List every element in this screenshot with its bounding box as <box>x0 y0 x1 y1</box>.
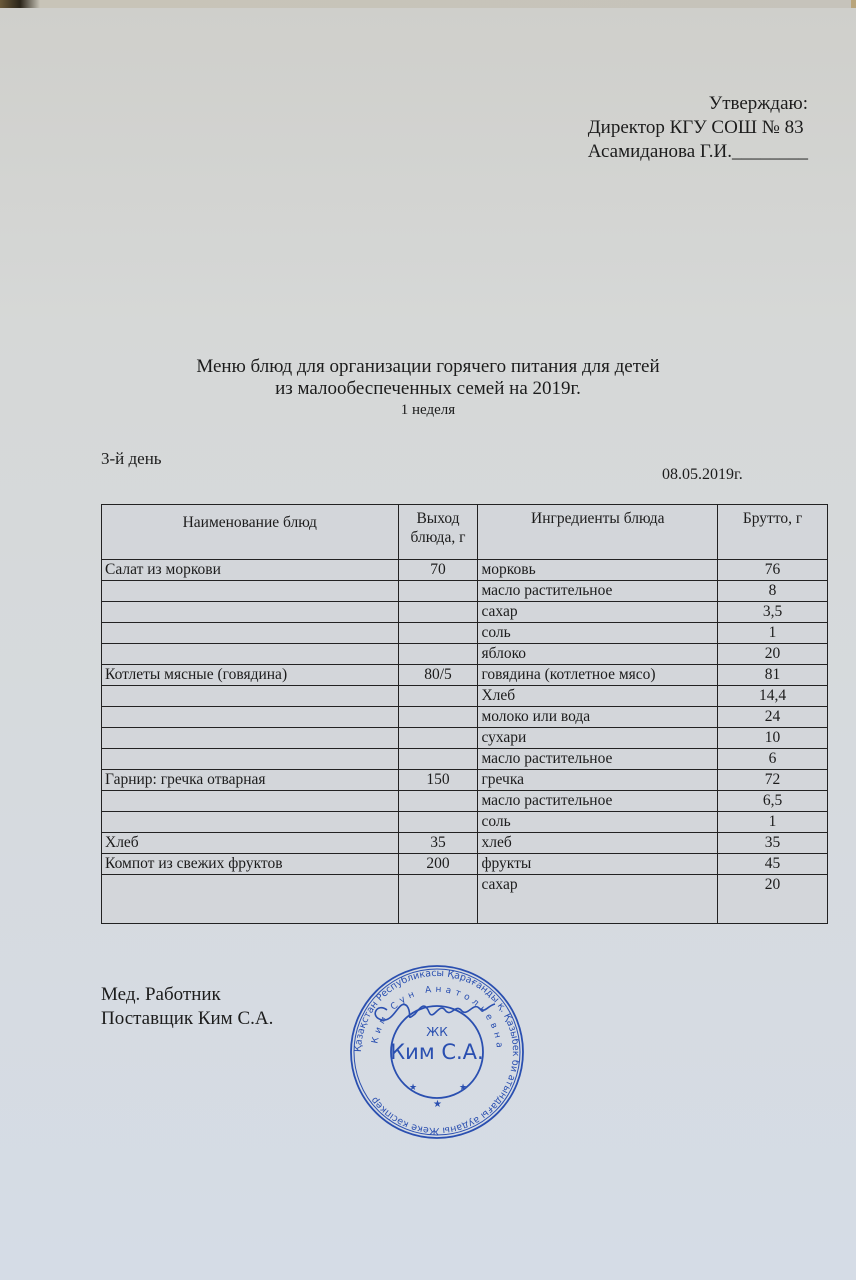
header-dish-name: Наименование блюд <box>102 505 399 560</box>
menu-table <box>101 504 828 924</box>
date-label: 08.05.2019г. <box>662 466 743 483</box>
gross-weight-cell: 10 <box>718 728 828 749</box>
gross-weight-cell: 20 <box>718 644 828 665</box>
yield-cell <box>398 644 478 665</box>
header-gross: Брутто, г <box>718 505 828 560</box>
dish-name-cell <box>102 602 399 623</box>
yield-cell <box>398 623 478 644</box>
official-stamp <box>347 962 527 1142</box>
document-title <box>0 356 856 420</box>
table-row <box>102 581 828 602</box>
yield-cell <box>398 686 478 707</box>
table-row <box>102 875 828 924</box>
stamp-star-icon: ★ <box>409 1082 418 1092</box>
ingredient-cell: морковь <box>478 560 718 581</box>
table-row <box>102 686 828 707</box>
dish-name-cell: Компот из свежих фруктов <box>102 854 399 875</box>
table-row <box>102 791 828 812</box>
gross-weight-cell: 6 <box>718 749 828 770</box>
table-row <box>102 728 828 749</box>
stamp-star-icon: ★ <box>459 1082 468 1092</box>
yield-cell <box>398 728 478 749</box>
yield-cell <box>398 875 478 924</box>
table-row <box>102 707 828 728</box>
supplier-label: Поставщик Ким С.А. <box>101 1008 274 1029</box>
approval-signer: Асамиданова Г.И.________ <box>587 141 808 162</box>
dish-name-cell <box>102 581 399 602</box>
yield-cell <box>398 791 478 812</box>
gross-weight-cell: 6,5 <box>718 791 828 812</box>
gross-weight-cell: 20 <box>718 875 828 924</box>
dish-name-cell <box>102 644 399 665</box>
table-row <box>102 560 828 581</box>
gross-weight-cell: 81 <box>718 665 828 686</box>
ingredient-cell: хлеб <box>478 833 718 854</box>
approval-position: Директор КГУ СОШ № 83 <box>587 117 804 138</box>
table-row <box>102 833 828 854</box>
ingredient-cell: соль <box>478 812 718 833</box>
signatures-block <box>101 983 273 1031</box>
ingredient-cell: молоко или вода <box>478 707 718 728</box>
gross-weight-cell: 45 <box>718 854 828 875</box>
yield-cell <box>398 812 478 833</box>
title-line-1: Меню блюд для организации горячего питания для детей <box>196 356 660 377</box>
gross-weight-cell: 35 <box>718 833 828 854</box>
dish-name-cell: Котлеты мясные (говядина) <box>102 665 399 686</box>
table-row <box>102 623 828 644</box>
ingredient-cell: сахар <box>478 875 718 924</box>
dish-name-cell: Салат из моркови <box>102 560 399 581</box>
ingredient-cell: гречка <box>478 770 718 791</box>
dish-name-cell <box>102 686 399 707</box>
ingredient-cell: яблоко <box>478 644 718 665</box>
ingredient-cell: масло растительное <box>478 749 718 770</box>
dish-name-cell <box>102 791 399 812</box>
week-label: 1 неделя <box>400 402 456 418</box>
stamp-center-name: Ким С.А. <box>390 1040 484 1064</box>
day-label: 3-й день <box>101 449 162 468</box>
table-header-row <box>102 505 828 560</box>
yield-cell: 200 <box>398 854 478 875</box>
header-yield: Выход блюда, г <box>398 505 478 560</box>
yield-cell: 80/5 <box>398 665 478 686</box>
dish-name-cell: Хлеб <box>102 833 399 854</box>
dish-name-cell <box>102 749 399 770</box>
table-row <box>102 770 828 791</box>
ingredient-cell: масло растительное <box>478 791 718 812</box>
photo-background-edge <box>0 0 856 8</box>
ingredient-cell: Хлеб <box>478 686 718 707</box>
table-row <box>102 749 828 770</box>
stamp-outer-text: Қазақстан Республикасы Қарағанды қ. Қазыбек би атындағы ауданы Жеке кәсіпкер <box>352 967 522 1137</box>
gross-weight-cell: 8 <box>718 581 828 602</box>
ingredient-cell: соль <box>478 623 718 644</box>
yield-cell: 70 <box>398 560 478 581</box>
stamp-inner-text: Ким Сун Анатольевна <box>370 984 505 1053</box>
ingredient-cell: говядина (котлетное мясо) <box>478 665 718 686</box>
dish-name-cell: Гарнир: гречка отварная <box>102 770 399 791</box>
approval-block <box>588 92 808 164</box>
dish-name-cell <box>102 875 399 924</box>
gross-weight-cell: 72 <box>718 770 828 791</box>
gross-weight-cell: 3,5 <box>718 602 828 623</box>
gross-weight-cell: 1 <box>718 623 828 644</box>
yield-cell <box>398 707 478 728</box>
yield-cell <box>398 749 478 770</box>
title-line-2: из малообеспеченных семей на 2019г. <box>275 378 581 399</box>
ingredient-cell: сухари <box>478 728 718 749</box>
dish-name-cell <box>102 728 399 749</box>
dish-name-cell <box>102 623 399 644</box>
header-ingredients: Ингредиенты блюда <box>478 505 718 560</box>
gross-weight-cell: 14,4 <box>718 686 828 707</box>
yield-cell <box>398 581 478 602</box>
yield-cell: 35 <box>398 833 478 854</box>
gross-weight-cell: 76 <box>718 560 828 581</box>
med-worker-label: Мед. Работник <box>101 984 221 1005</box>
approval-heading: Утверждаю: <box>708 93 808 114</box>
table-row <box>102 665 828 686</box>
gross-weight-cell: 1 <box>718 812 828 833</box>
ingredient-cell: фрукты <box>478 854 718 875</box>
dish-name-cell <box>102 707 399 728</box>
table-row <box>102 854 828 875</box>
dish-name-cell <box>102 812 399 833</box>
ingredient-cell: сахар <box>478 602 718 623</box>
gross-weight-cell: 24 <box>718 707 828 728</box>
table-row <box>102 644 828 665</box>
stamp-star-icon: ★ <box>433 1099 442 1110</box>
yield-cell <box>398 602 478 623</box>
yield-cell: 150 <box>398 770 478 791</box>
stamp-center-top: ЖК <box>426 1025 448 1039</box>
table-row <box>102 602 828 623</box>
table-row <box>102 812 828 833</box>
ingredient-cell: масло растительное <box>478 581 718 602</box>
